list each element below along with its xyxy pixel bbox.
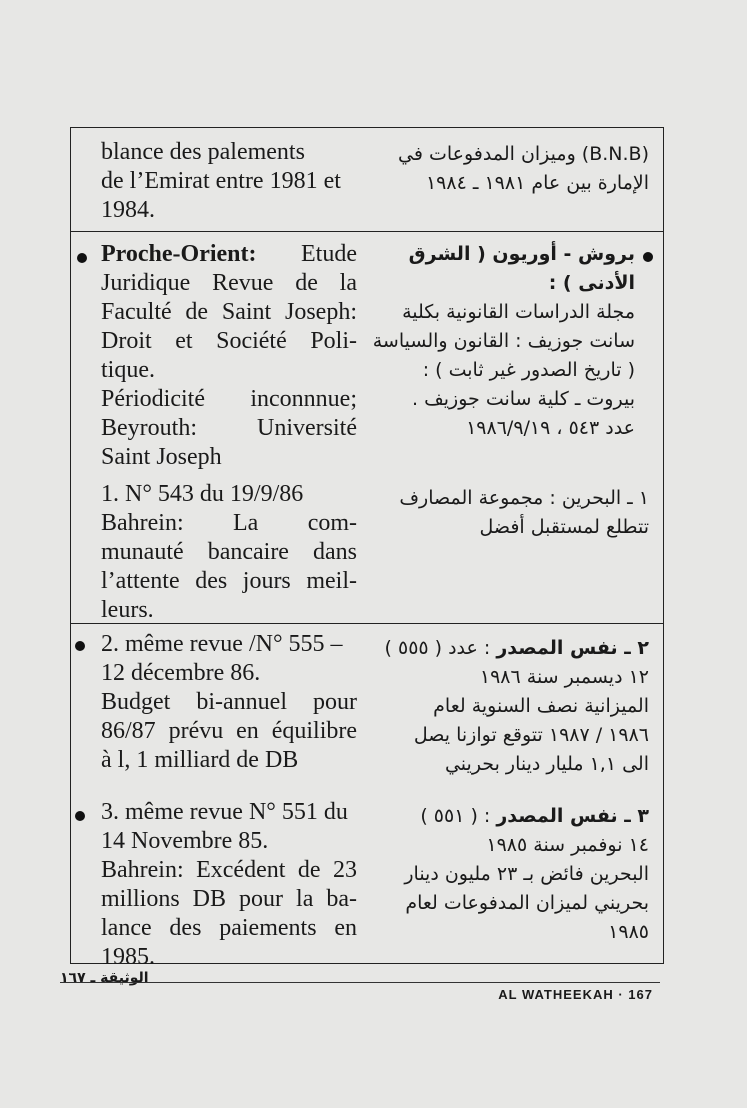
entry4-ar-title-rest: : ( ٥٥١ ) [420, 805, 497, 827]
bullet-icon [75, 811, 85, 821]
entry4-ar-line: ١٤ نوفمبر سنة ١٩٨٥ [486, 834, 649, 856]
entry1-fr-line: tique. [101, 357, 155, 383]
entry4-fr-line: 1985. [101, 944, 155, 970]
entry0-arabic [379, 140, 649, 198]
entry1-ar-title: بروش - أوريون ( الشرق [408, 243, 635, 265]
entry2-arabic [379, 484, 649, 542]
entry3-fr-line: à l, 1 milliard de DB [101, 747, 299, 773]
footer-arabic-page-label: الوثيقة ـ ١٦٧ [60, 970, 149, 986]
entry4-fr-line: 14 Novembre 85. [101, 828, 269, 854]
footer-english-page-label: AL WATHEEKAH · 167 [498, 987, 653, 1002]
entry3-ar-line: الى ١,١ مليار دينار بحريني [444, 753, 649, 775]
entry2-fr-line: munauté bancaire dans [101, 539, 357, 565]
entry1-ar-line: بيروت ـ كلية سانت جوزيف . [412, 388, 635, 410]
separator [71, 231, 663, 232]
entry1-fr-line: Etude [301, 241, 357, 267]
entry2-fr-line: 1. N° 543 du 19/9/86 [101, 481, 304, 507]
entry3-arabic [379, 634, 649, 779]
entry2-french [101, 480, 357, 625]
entry3-french [101, 630, 357, 775]
entry1-fr-line: Beyrouth: Université [101, 415, 357, 441]
entry4-fr-line: millions DB pour la ba- [101, 886, 357, 912]
entry2-fr-line: l’attente des jours meil- [101, 568, 357, 594]
entry2-fr-line: leurs. [101, 597, 154, 623]
entry1-arabic [365, 240, 635, 443]
entry0-ar-line: الإمارة بين عام ١٩٨١ ـ ١٩٨٤ [425, 172, 649, 194]
bullet-icon [75, 641, 85, 651]
entry1-french [101, 240, 357, 472]
entry4-ar-title: ٣ ـ نفس المصدر [496, 805, 649, 827]
entry1-fr-line: Faculté de Saint Joseph: [101, 299, 357, 325]
entry1-ar-line: ( تاريخ الصدور غير ثابت ) : [422, 359, 635, 381]
entry3-ar-line: ١٢ ديسمبر سنة ١٩٨٦ [479, 666, 649, 688]
entry4-ar-line: البحرين فائض بـ ٢٣ مليون دينار [404, 863, 649, 885]
entry1-fr-line: Juridique Revue de la [101, 270, 357, 296]
entry3-ar-title-rest: : عدد ( ٥٥٥ ) [384, 637, 497, 659]
footer-rule [60, 982, 660, 983]
entry4-fr-line: 3. même revue N° 551 du [101, 799, 348, 825]
entry2-fr-line: Bahrein: La com- [101, 510, 357, 536]
entry0-ar-line: (B.N.B) وميزان المدفوعات في [398, 143, 649, 165]
entry4-fr-line: Bahrein: Excédent de 23 [101, 857, 357, 883]
entry1-ar-line: الأدنى ) : [548, 272, 635, 294]
entry3-ar-line: الميزانية نصف السنوية لعام [433, 695, 649, 717]
entry1-ar-line: سانت جوزيف : القانون والسياسة [372, 330, 635, 352]
entry3-fr-line: Budget bi-annuel pour [101, 689, 357, 715]
entry1-ar-line: عدد ٥٤٣ ، ١٩٨٦/٩/١٩ [466, 417, 635, 439]
bullet-icon [77, 253, 87, 263]
entry1-fr-line: Droit et Société Poli- [101, 328, 357, 354]
entry3-ar-line: ١٩٨٦ / ١٩٨٧ تتوقع توازنا يصل [413, 724, 649, 746]
bullet-icon [643, 252, 653, 262]
entry1-fr-title: Proche-Orient: [101, 241, 257, 267]
entry0-fr-line: blance des palements [101, 139, 305, 165]
entry0-fr-line: de l’Emirat entre 1981 et [101, 168, 341, 194]
entry3-fr-line: 86/87 prévu en équilibre [101, 718, 357, 744]
entry4-ar-line: ١٩٨٥ [608, 921, 649, 943]
content-frame [70, 127, 664, 970]
entry1-ar-line: مجلة الدراسات القانونية بكلية [402, 301, 635, 323]
entry0-fr-line: 1984. [101, 197, 155, 223]
entry3-ar-title: ٢ ـ نفس المصدر [496, 637, 649, 659]
entry0-french [101, 138, 357, 225]
entry4-french [101, 798, 357, 972]
entry3-fr-line: 12 décembre 86. [101, 660, 261, 686]
entry4-arabic [379, 802, 649, 947]
entry2-ar-line: ١ ـ البحرين : مجموعة المصارف [399, 487, 649, 509]
entry3-fr-line: 2. même revue /N° 555 – [101, 631, 343, 657]
entry4-ar-line: بحريني لميزان المدفوعات لعام [405, 892, 649, 914]
entry2-ar-line: تتطلع لمستقبل أفضل [479, 516, 649, 538]
entry1-fr-line: Saint Joseph [101, 444, 222, 470]
entry4-fr-line: lance des paiements en [101, 915, 357, 941]
entry1-fr-line: Périodicité inconnnue; [101, 386, 357, 412]
separator [71, 623, 663, 624]
